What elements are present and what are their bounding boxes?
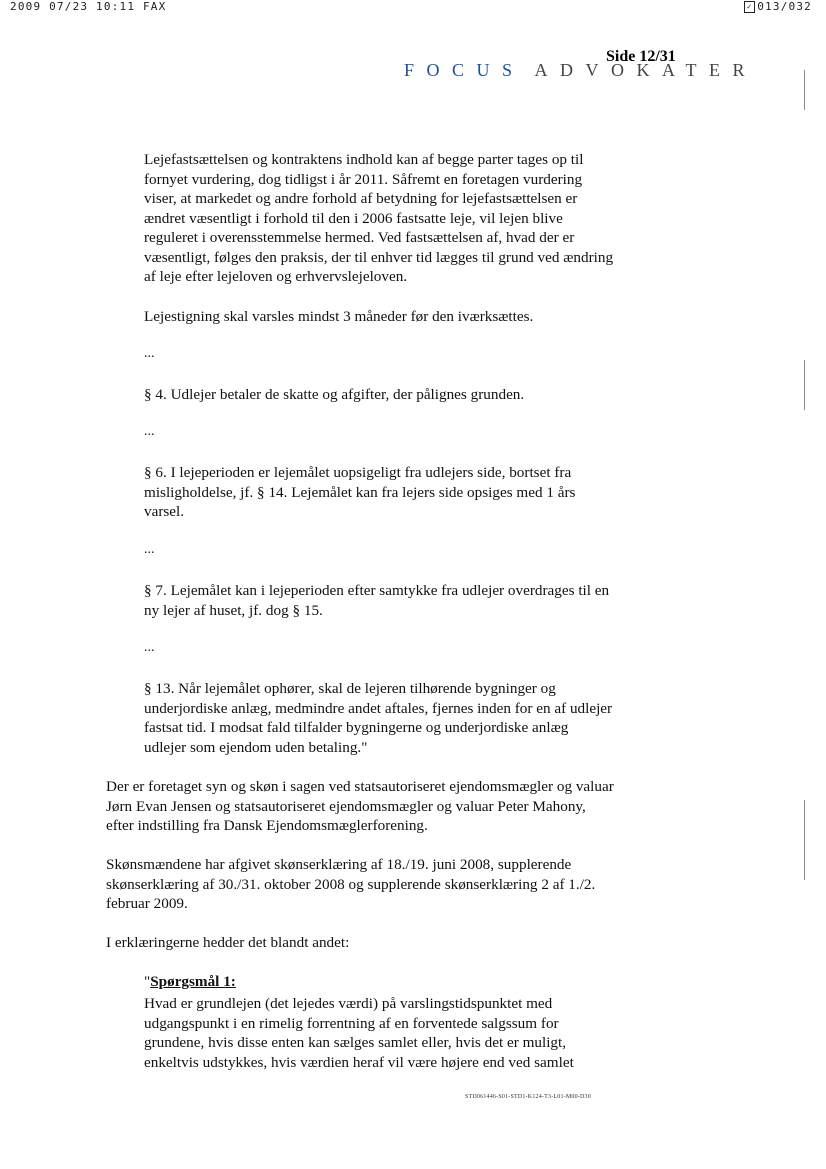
fax-page-number: 013/032: [757, 0, 812, 13]
scan-edge-mark: [804, 70, 805, 110]
scan-edge-mark: [804, 360, 805, 410]
ellipsis: ...: [144, 640, 155, 655]
fax-page-icon: ✓: [744, 1, 755, 13]
scan-edge-mark: [804, 800, 805, 880]
ellipsis: ...: [144, 542, 155, 557]
question-1-text: Hvad er grundlejen (det lejedes værdi) på varslingstidspunktet med udgangspunkt i en rimelig forrentning af en forventede salgssum for grundene, hvis disse enten kan sælges samlet eller, hvis det er muligt, enkeltvis udstykkes, hvis værdien heraf vil være højere end ved samlet: [144, 995, 574, 1071]
paragraph-rent-notice: Lejestigning skal varsles mindst 3 måneder før den iværksættes.: [144, 308, 534, 325]
logo-part-focus: FOCUS: [404, 60, 525, 80]
firm-logo: [404, 60, 757, 81]
logo-part-advokater: ADVOKATER: [534, 60, 758, 80]
ellipsis: ...: [144, 346, 155, 361]
ellipsis: ...: [144, 424, 155, 439]
fax-timestamp: 2009 07/23 10:11 FAX: [10, 0, 167, 13]
paragraph-section-7: § 7. Lejemålet kan i lejeperioden efter samtykke fra udlejer overdrages til en ny lejer af huset, jf. dog § 15.: [144, 582, 610, 619]
paragraph-section-6: § 6. I lejeperioden er lejemålet uopsigeligt fra udlejers side, bortset fra misligholdelse, jf. § 14. Lejemålet kan fra lejers side opsiges med 1 års varsel.: [144, 464, 576, 520]
page-number: Side 12/31: [606, 48, 676, 65]
fax-header: [10, 0, 816, 14]
paragraph-section-4: § 4. Udlejer betaler de skatte og afgifter, der pålignes grunden.: [144, 386, 525, 403]
question-1-label: Spørgsmål 1:: [150, 973, 236, 990]
document-code: STD061446-S01-STD1-K124-T3-L01-M00-D30: [465, 1094, 591, 1100]
paragraph-rent-revision: Lejefastsættelsen og kontraktens indhold kan af begge parter tages op til fornyet vurdering, dog tidligst i år 2011. Såfremt en foretagen vurdering viser, at markedet og andre forhold af betydning for lejefastsættelsen er ændret væsentligt i forhold til den i 2006 fastsatte leje, vil lejen blive reguleret i overensstemmelse hermed. Ved fastsættelsen af, hvad der er væsentligt, følges den praksis, der til enhver tid lægges til grund ved ændring af leje efter lejeloven og erhvervslejeloven.: [144, 151, 614, 285]
open-quote: ": [144, 973, 151, 990]
fax-page-counter: [744, 0, 812, 13]
question-heading: [144, 972, 614, 992]
paragraph-survey: Der er foretaget syn og skøn i sagen ved statsautoriseret ejendomsmægler og valuar Jørn Evan Jensen og statsautoriseret ejendomsmægler og valuar Peter Mahony, efter indstilling fra Dansk Ejendomsmæglerforening.: [106, 778, 614, 834]
paragraph-intro-quote: I erklæringerne hedder det blandt andet:: [106, 934, 350, 951]
paragraph-section-13: § 13. Når lejemålet ophører, skal de lejeren tilhørende bygninger og underjordiske anlæg, medmindre andet aftales, fjernes inden for en af udlejer fastsat tid. I modsat fald tilfalder bygningerne og underjordiske anlæg udlejer som ejendom uden betaling.": [144, 680, 613, 756]
paragraph-declarations: Skønsmændene har afgivet skønserklæring af 18./19. juni 2008, supplerende skønserklæring af 30./31. oktober 2008 og supplerende skønserklæring 2 af 1./2. februar 2009.: [106, 856, 596, 912]
